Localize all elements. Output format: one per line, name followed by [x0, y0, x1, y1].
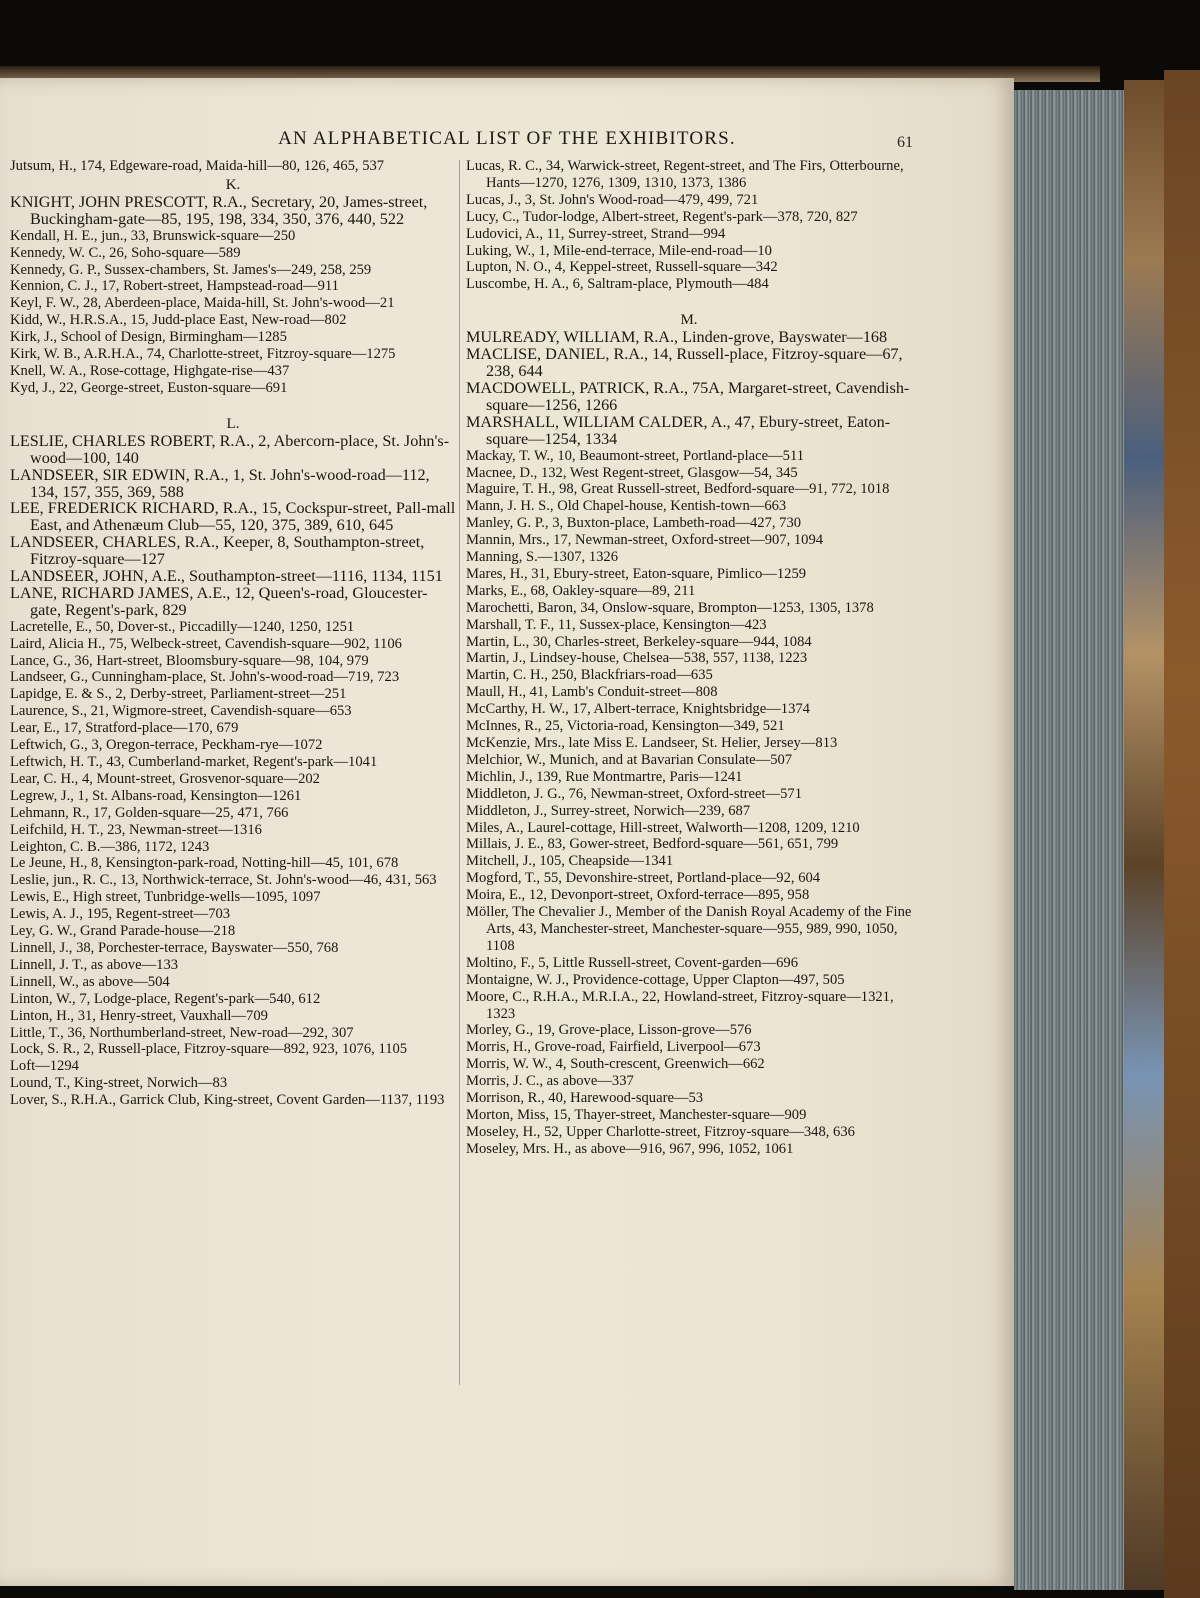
exhibitor-entry: Mitchell, J., 105, Cheapside—1341 — [466, 853, 674, 870]
exhibitor-entry: Marochetti, Baron, 34, Onslow-square, Brompton—1253, 1305, 1378 — [466, 599, 874, 616]
exhibitor-entry: Kidd, W., H.R.S.A., 15, Judd-place East, New-road—802 — [10, 312, 347, 329]
exhibitor-entry: Le Jeune, H., 8, Kensington-park-road, Notting-hill—45, 101, 678 — [10, 855, 399, 872]
exhibitor-entry: Leifchild, H. T., 23, Newman-street—1316 — [10, 821, 262, 838]
section-letter: L. — [226, 415, 240, 432]
exhibitor-entry: Lewis, E., High street, Tunbridge-wells—1095, 1097 — [10, 889, 321, 906]
exhibitor-entry: Lucas, J., 3, St. John's Wood-road—479, 499, 721 — [466, 191, 759, 208]
exhibitor-entry: MACLISE, DANIEL, R.A., 14, Russell-place, Fitzroy-square—67, 238, 644 — [466, 345, 903, 381]
exhibitor-entry: Lupton, N. O., 4, Keppel-street, Russell-square—342 — [466, 259, 778, 276]
exhibitor-entry: Luscombe, H. A., 6, Saltram-place, Plymouth—484 — [466, 276, 769, 293]
exhibitor-entry: Morton, Miss, 15, Thayer-street, Manchester-square—909 — [466, 1106, 807, 1123]
exhibitor-entry: Linnell, J. T., as above—133 — [10, 956, 179, 973]
exhibitor-entry: Manley, G. P., 3, Buxton-place, Lambeth-road—427, 730 — [466, 515, 802, 532]
exhibitor-entry: McCarthy, H. W., 17, Albert-terrace, Knightsbridge—1374 — [466, 701, 810, 718]
exhibitor-entry: Lock, S. R., 2, Russell-place, Fitzroy-square—892, 923, 1076, 1105 — [10, 1041, 408, 1058]
exhibitor-entry: Marshall, T. F., 11, Sussex-place, Kensington—423 — [466, 616, 767, 633]
exhibitor-entry: Kennedy, W. C., 26, Soho-square—589 — [10, 244, 241, 261]
exhibitor-entry: LANE, RICHARD JAMES, A.E., 12, Queen's-road, Gloucester-gate, Regent's-park, 829 — [10, 583, 428, 619]
exhibitor-entry: KNIGHT, JOHN PRESCOTT, R.A., Secretary, 20, James-street, Buckingham-gate—85, 195, 198, 334, 350, 376, 440, 522 — [10, 192, 428, 228]
exhibitor-entry: Ley, G. W., Grand Parade-house—218 — [10, 923, 236, 940]
exhibitor-entry: Laurence, S., 21, Wigmore-street, Cavendish-square—653 — [10, 703, 352, 720]
exhibitor-entry: Marks, E., 68, Oakley-square—89, 211 — [466, 582, 696, 599]
exhibitor-entry: Melchior, W., Munich, and at Bavarian Consulate—507 — [466, 751, 793, 768]
exhibitor-entry: Linton, H., 31, Henry-street, Vauxhall—709 — [10, 1007, 268, 1024]
exhibitor-entry: Morrison, R., 40, Harewood-square—53 — [466, 1090, 704, 1107]
exhibitor-entry: Möller, The Chevalier J., Member of the Danish Royal Academy of the Fine Arts, 43, Manchester-street, Manchester-square—955, 989, 990, 1050, 1108 — [466, 904, 912, 954]
exhibitor-entry: MULREADY, WILLIAM, R.A., Linden-grove, Bayswater—168 — [466, 328, 888, 347]
exhibitor-entry: Keyl, F. W., 28, Aberdeen-place, Maida-hill, St. John's-wood—21 — [10, 295, 395, 312]
exhibitor-entry: Lance, G., 36, Hart-street, Bloomsbury-square—98, 104, 979 — [10, 652, 369, 669]
book-cover — [1164, 70, 1200, 1598]
exhibitor-entry: Morris, W. W., 4, South-crescent, Greenwich—662 — [466, 1056, 765, 1073]
exhibitor-entry: Ludovici, A., 11, Surrey-street, Strand—994 — [466, 225, 726, 242]
exhibitor-entry: LANDSEER, JOHN, A.E., Southampton-street—1116, 1134, 1151 — [10, 567, 443, 586]
exhibitor-entry: Mares, H., 31, Ebury-street, Eaton-square, Pimlico—1259 — [466, 565, 807, 582]
section-letter: M. — [680, 312, 698, 329]
exhibitor-entry: Mannin, Mrs., 17, Newman-street, Oxford-street—907, 1094 — [466, 532, 824, 549]
exhibitor-entry: Kirk, W. B., A.R.H.A., 74, Charlotte-street, Fitzroy-square—1275 — [10, 346, 396, 363]
exhibitor-entry: Middleton, J. G., 76, Newman-street, Oxford-street—571 — [466, 785, 802, 802]
exhibitor-entry: MARSHALL, WILLIAM CALDER, A., 47, Ebury-street, Eaton-square—1254, 1334 — [466, 412, 891, 448]
exhibitor-entry: Mackay, T. W., 10, Beaumont-street, Portland-place—511 — [466, 447, 805, 464]
exhibitor-entry: Millais, J. E., 83, Gower-street, Bedford-square—561, 651, 799 — [466, 836, 839, 853]
column-divider — [459, 160, 460, 1385]
exhibitor-entry: Little, T., 36, Northumberland-street, New-road—292, 307 — [10, 1024, 354, 1041]
exhibitor-entry: Linnell, J., 38, Porchester-terrace, Bayswater—550, 768 — [10, 939, 339, 956]
exhibitor-entry: LEE, FREDERICK RICHARD, R.A., 15, Cockspur-street, Pall-mall East, and Athenæum Club—55, 120, 375, 389, 610, 645 — [10, 499, 456, 535]
exhibitor-entry: McInnes, R., 25, Victoria-road, Kensington—349, 521 — [466, 718, 785, 735]
exhibitor-entry: Lewis, A. J., 195, Regent-street—703 — [10, 906, 231, 923]
exhibitor-entry: Linnell, W., as above—504 — [10, 973, 170, 990]
page-fore-edge — [1014, 90, 1124, 1590]
exhibitor-entry: Lehmann, R., 17, Golden-square—25, 471, 766 — [10, 804, 289, 821]
section-gap — [466, 293, 912, 310]
exhibitor-entry: Lound, T., King-street, Norwich—83 — [10, 1075, 228, 1092]
right-column — [466, 158, 912, 1158]
exhibitor-entry: Legrew, J., 1, St. Albans-road, Kensington—1261 — [10, 787, 302, 804]
exhibitor-entry: Leftwich, H. T., 43, Cumberland-market, Regent's-park—1041 — [10, 754, 378, 770]
exhibitor-entry: Knell, W. A., Rose-cottage, Highgate-rise—437 — [10, 362, 290, 379]
exhibitor-entry: Lacretelle, E., 50, Dover-st., Piccadilly—1240, 1250, 1251 — [10, 618, 355, 635]
exhibitor-entry: Moseley, Mrs. H., as above—916, 967, 996, 1052, 1061 — [466, 1140, 794, 1157]
page-header — [0, 128, 1014, 150]
exhibitor-entry: Lear, C. H., 4, Mount-street, Grosvenor-square—202 — [10, 770, 320, 787]
exhibitor-entry: MACDOWELL, PATRICK, R.A., 75A, Margaret-street, Cavendish-square—1256, 1266 — [466, 378, 910, 414]
exhibitor-entry: Jutsum, H., 174, Edgeware-road, Maida-hill—80, 126, 465, 537 — [10, 158, 385, 174]
exhibitor-entry: Michlin, J., 139, Rue Montmartre, Paris—1241 — [466, 768, 743, 785]
exhibitor-entry: Mogford, T., 55, Devonshire-street, Portland-place—92, 604 — [466, 870, 821, 887]
exhibitor-entry: Morley, G., 19, Grove-place, Lisson-grove—576 — [466, 1022, 752, 1039]
page-number: 61 — [897, 134, 913, 151]
exhibitor-entry: LESLIE, CHARLES ROBERT, R.A., 2, Abercorn-place, St. John's-wood—100, 140 — [10, 431, 450, 467]
exhibitor-entry: Morris, H., Grove-road, Fairfield, Liverpool—673 — [466, 1039, 761, 1056]
exhibitor-entry: Maull, H., 41, Lamb's Conduit-street—808 — [466, 684, 718, 701]
exhibitor-entry: Miles, A., Laurel-cottage, Hill-street, Walworth—1208, 1209, 1210 — [466, 819, 860, 836]
exhibitor-entry: Kennedy, G. P., Sussex-chambers, St. James's—249, 258, 259 — [10, 261, 372, 278]
exhibitor-entry: McKenzie, Mrs., late Miss E. Landseer, St. Helier, Jersey—813 — [466, 735, 838, 751]
exhibitor-entry: Lucy, C., Tudor-lodge, Albert-street, Regent's-park—378, 720, 827 — [466, 208, 858, 225]
section-gap — [10, 397, 456, 414]
exhibitor-entry: Landseer, G., Cunningham-place, St. John's-wood-road—719, 723 — [10, 669, 400, 686]
exhibitor-entry: Kyd, J., 22, George-street, Euston-square—691 — [10, 379, 288, 396]
exhibitor-entry: Moore, C., R.H.A., M.R.I.A., 22, Howland-street, Fitzroy-square—1321, 1323 — [466, 988, 894, 1022]
exhibitor-entry: Kennion, C. J., 17, Robert-street, Hampstead-road—911 — [10, 278, 339, 295]
exhibitor-entry: LANDSEER, SIR EDWIN, R.A., 1, St. John's-wood-road—112, 134, 157, 355, 369, 588 — [10, 465, 430, 501]
exhibitor-entry: LANDSEER, CHARLES, R.A., Keeper, 8, Southampton-street, Fitzroy-square—127 — [10, 533, 425, 569]
exhibitor-entry: Lapidge, E. & S., 2, Derby-street, Parliament-street—251 — [10, 686, 347, 703]
exhibitor-entry: Middleton, J., Surrey-street, Norwich—239, 687 — [466, 802, 751, 819]
exhibitor-entry: Montaigne, W. J., Providence-cottage, Upper Clapton—497, 505 — [466, 971, 845, 988]
exhibitor-entry: Maguire, T. H., 98, Great Russell-street, Bedford-square—91, 772, 1018 — [466, 481, 890, 498]
exhibitor-entry: Leighton, C. B.—386, 1172, 1243 — [10, 838, 210, 855]
marbled-endpaper — [1124, 80, 1164, 1590]
exhibitor-entry: Manning, S.—1307, 1326 — [466, 549, 619, 566]
exhibitor-entry: Leftwich, G., 3, Oregon-terrace, Peckham-rye—1072 — [10, 737, 323, 754]
left-column — [10, 158, 456, 1109]
exhibitor-entry: Moltino, F., 5, Little Russell-street, Covent-garden—696 — [466, 954, 799, 971]
section-letter: K. — [225, 176, 241, 193]
exhibitor-entry: Moseley, H., 52, Upper Charlotte-street, Fitzroy-square—348, 636 — [466, 1123, 855, 1140]
exhibitor-entry: Luking, W., 1, Mile-end-terrace, Mile-end-road—10 — [466, 242, 772, 259]
exhibitor-entry: Lucas, R. C., 34, Warwick-street, Regent-street, and The Firs, Otterbourne, Hants—1270, 1276, 1309, 1310, 1373, 1386 — [466, 158, 904, 191]
exhibitor-entry: Martin, L., 30, Charles-street, Berkeley-square—944, 1084 — [466, 633, 812, 650]
exhibitor-entry: Martin, J., Lindsey-house, Chelsea—538, 557, 1138, 1223 — [466, 650, 808, 667]
exhibitor-entry: Loft—1294 — [10, 1058, 79, 1075]
exhibitor-entry: Leslie, jun., R. C., 13, Northwick-terrace, St. John's-wood—46, 431, 563 — [10, 872, 437, 889]
exhibitor-entry: Morris, J. C., as above—337 — [466, 1073, 634, 1090]
page-title: AN ALPHABETICAL LIST OF THE EXHIBITORS. — [278, 128, 736, 149]
exhibitor-entry: Kirk, J., School of Design, Birmingham—1285 — [10, 329, 287, 346]
exhibitor-entry: Martin, C. H., 250, Blackfriars-road—635 — [466, 667, 713, 684]
exhibitor-entry: Linton, W., 7, Lodge-place, Regent's-park—540, 612 — [10, 990, 321, 1007]
exhibitor-entry: Lear, E., 17, Stratford-place—170, 679 — [10, 720, 239, 737]
exhibitor-entry: Mann, J. H. S., Old Chapel-house, Kentish-town—663 — [466, 498, 787, 515]
exhibitor-entry: Laird, Alicia H., 75, Welbeck-street, Cavendish-square—902, 1106 — [10, 635, 402, 652]
exhibitor-entry: Lover, S., R.H.A., Garrick Club, King-street, Covent Garden—1137, 1193 — [10, 1092, 445, 1109]
exhibitor-entry: Kendall, H. E., jun., 33, Brunswick-square—250 — [10, 227, 296, 244]
exhibitor-entry: Macnee, D., 132, West Regent-street, Glasgow—54, 345 — [466, 464, 798, 481]
exhibitor-entry: Moira, E., 12, Devonport-street, Oxford-terrace—895, 958 — [466, 887, 810, 904]
